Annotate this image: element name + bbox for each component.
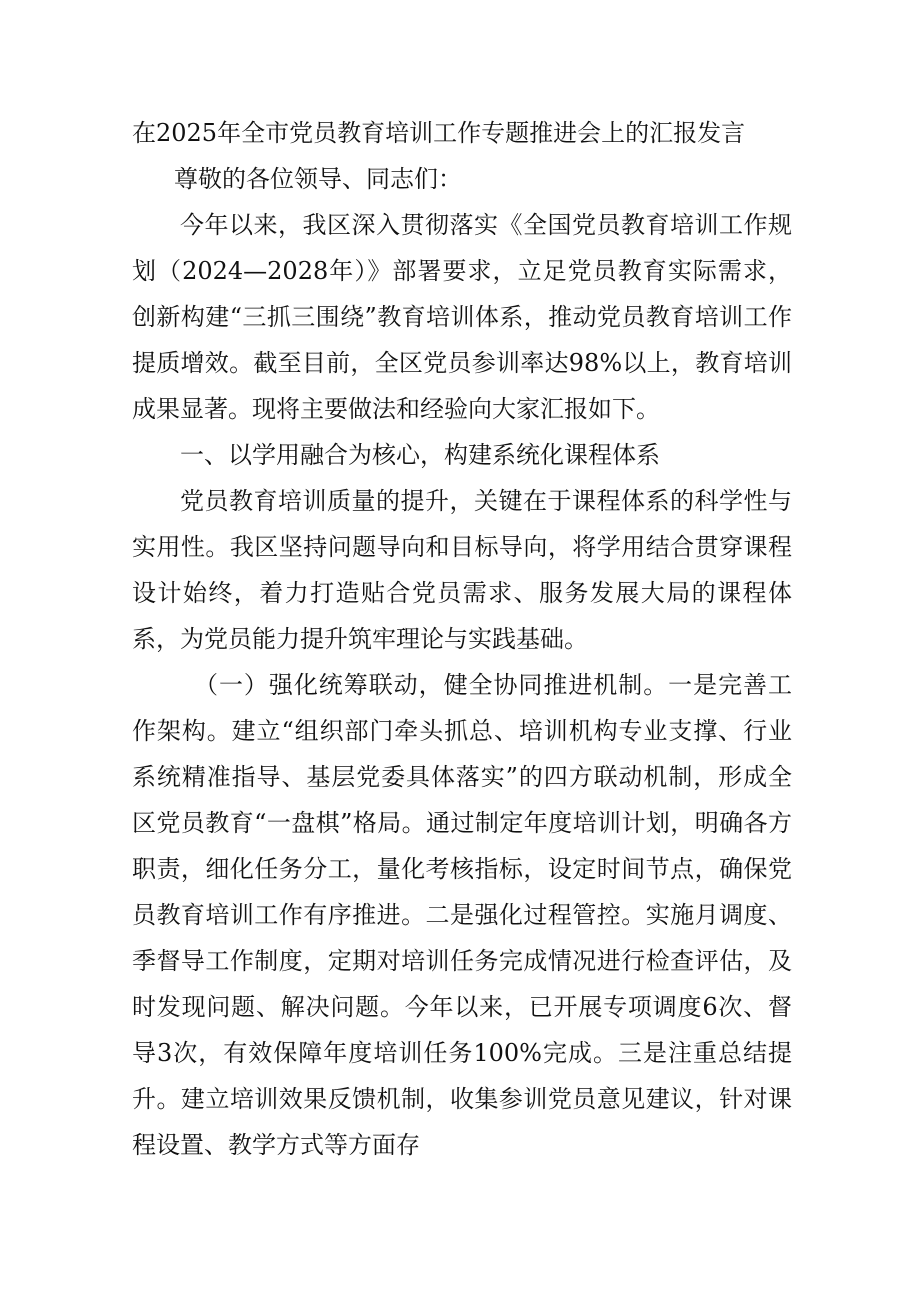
document-title: 在2025年全市党员教育培训工作专题推进会上的汇报发言 — [132, 119, 746, 147]
paragraph-intro: 今年以来，我区深入贯彻落实《全国党员教育培训工作规划（2024—2028年）》部署要求，立足党员教育实际需求，创新构建“三抓三围绕”教育培训体系，推动党员教育培训工作提质增效。截至目前，全区党员参训率达98%以上，教育培训成果显著。现将主要做法和经验向大家汇报如下。 — [132, 211, 792, 423]
document-body — [132, 110, 792, 1168]
paragraph-subsection-1: （一）强化统筹联动，健全协同推进机制。一是完善工作架构。建立“组织部门牵头抓总、培训机构专业支撑、行业系统精准指导、基层党委具体落实”的四方联动机制，形成全区党员教育“一盘棋”格局。通过制定年度培训计划，明确各方职责，细化任务分工，量化考核指标，设定时间节点，确保党员教育培训工作有序推进。二是强化过程管控。实施月调度、季督导工作制度，定期对培训任务完成情况进行检查评估，及时发现问题、解决问题。今年以来，已开展专项调度6次、督导3次，有效保障年度培训任务100%完成。三是注重总结提升。建立培训效果反馈机制，收集参训党员意见建议，针对课程设置、教学方式等方面存 — [132, 671, 792, 1159]
paragraph-section-1: 党员教育培训质量的提升，关键在于课程体系的科学性与实用性。我区坚持问题导向和目标导向，将学用结合贯穿课程设计始终，着力打造贴合党员需求、服务发展大局的课程体系，为党员能力提升筑牢理论与实践基础。 — [132, 487, 792, 653]
salutation: 尊敬的各位领导、同志们： — [174, 165, 462, 193]
section-heading-1: 一、以学用融合为核心，构建系统化课程体系 — [180, 441, 660, 469]
